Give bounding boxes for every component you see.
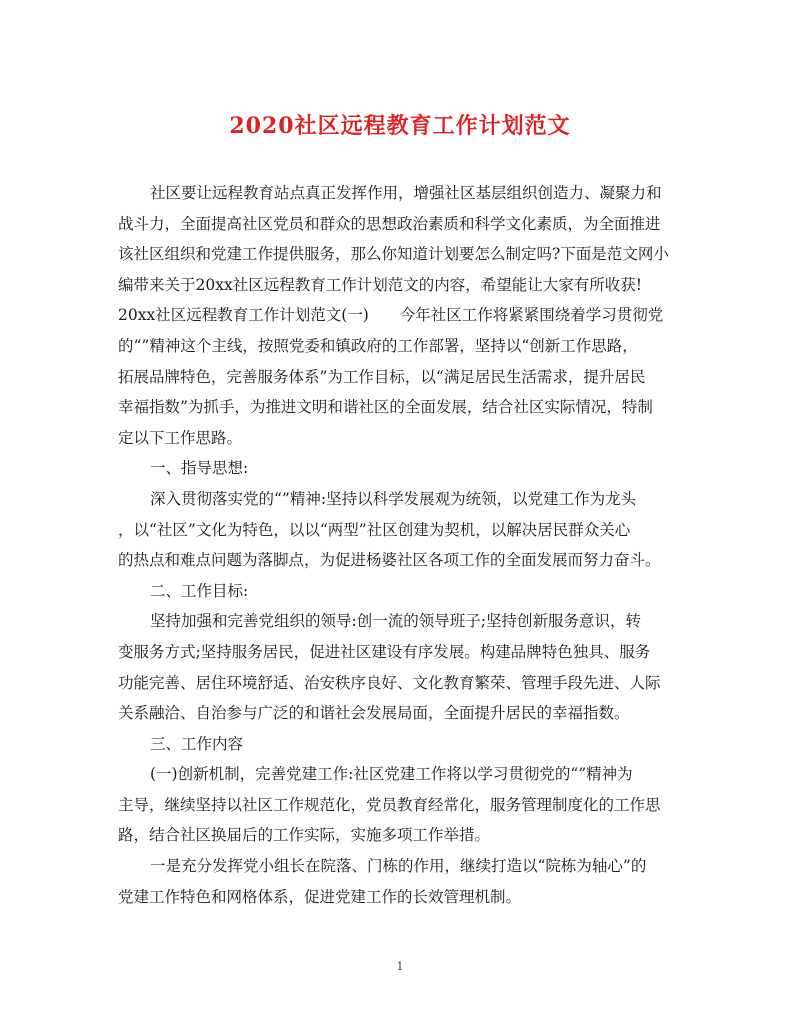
paragraph-line: 定以下工作思路。 (118, 428, 243, 447)
document-title: 2020社区远程教育工作计划范文 (229, 113, 571, 139)
paragraph-line: 社区要让远程教育站点真正发挥作用，增强社区基层组织创造力、凝聚力和 (150, 184, 662, 202)
paragraph-line: 关系融洽、自治参与广泛的和谐社会发展局面，全面提升居民的幸福指数。 (118, 704, 630, 723)
section-heading: 三、工作内容 (150, 734, 244, 753)
paragraph-line: 拓展品牌特色，完善服务体系”为工作目标，以“满足居民生活需求，提升居民 (118, 367, 646, 386)
section-heading: 二、工作目标: (150, 581, 249, 600)
paragraph-line: 党建工作特色和网格体系，促进党建工作的长效管理机制。 (118, 887, 522, 906)
page-number: 1 (396, 960, 404, 973)
paragraph-line: 的热点和难点问题为落脚点，为促进杨婆社区各项工作的全面发展而努力奋斗。 (118, 551, 661, 570)
paragraph-line: 功能完善、居住环境舒适、治安秩序良好、文化教育繁荣、管理手段先进、人际 (118, 673, 661, 692)
paragraph-line: (一)创新机制，完善党建工作:社区党建工作将以学习贯彻党的“”精神为 (150, 765, 633, 784)
paragraph-line: 一是充分发挥党小组长在院落、门栋的作用，继续打造以“院栋为轴心”的 (150, 857, 647, 876)
paragraph-line: 幸福指数”为抓手，为推进文明和谐社区的全面发展，结合社区实际情况，特制 (118, 398, 653, 417)
paragraph-line: 战斗力，全面提高社区党员和群众的思想政治素质和科学文化素质，为全面推进 (118, 214, 661, 233)
paragraph-line: 编带来关于20xx社区远程教育工作计划范文的内容，希望能让大家有所收获! (118, 275, 642, 294)
paragraph-line: 坚持加强和完善党组织的领导:创一流的领导班子;坚持创新服务意识，转 (150, 612, 641, 631)
section-heading: 一、指导思想: (150, 459, 249, 478)
paragraph-line: 深入贯彻落实党的“”精神:坚持以科学发展观为统领，以党建工作为龙头 (150, 489, 637, 508)
paragraph-line: 20xx社区远程教育工作计划范文(一) 今年社区工作将紧紧围绕着学习贯彻党 (118, 306, 664, 325)
paragraph-line: ，以“社区”文化为特色，以以“两型”社区创建为契机，以解决居民群众关心 (118, 520, 631, 539)
paragraph-line: 的“”精神这个主线，按照党委和镇政府的工作部署，坚持以“创新工作思路， (118, 336, 638, 355)
document-body (118, 178, 684, 912)
paragraph-line: 路，结合社区换届后的工作实际，实施多项工作举措。 (118, 826, 491, 845)
paragraph-line: 变服务方式;坚持服务居民，促进社区建设有序发展。构建品牌特色独具、服务 (118, 642, 651, 661)
paragraph-line: 该社区组织和党建工作提供服务，那么你知道计划要怎么制定吗?下面是范文网小 (118, 245, 669, 264)
paragraph-line: 主导，继续坚持以社区工作规范化，党员教育经常化，服务管理制度化的工作思 (118, 795, 661, 814)
